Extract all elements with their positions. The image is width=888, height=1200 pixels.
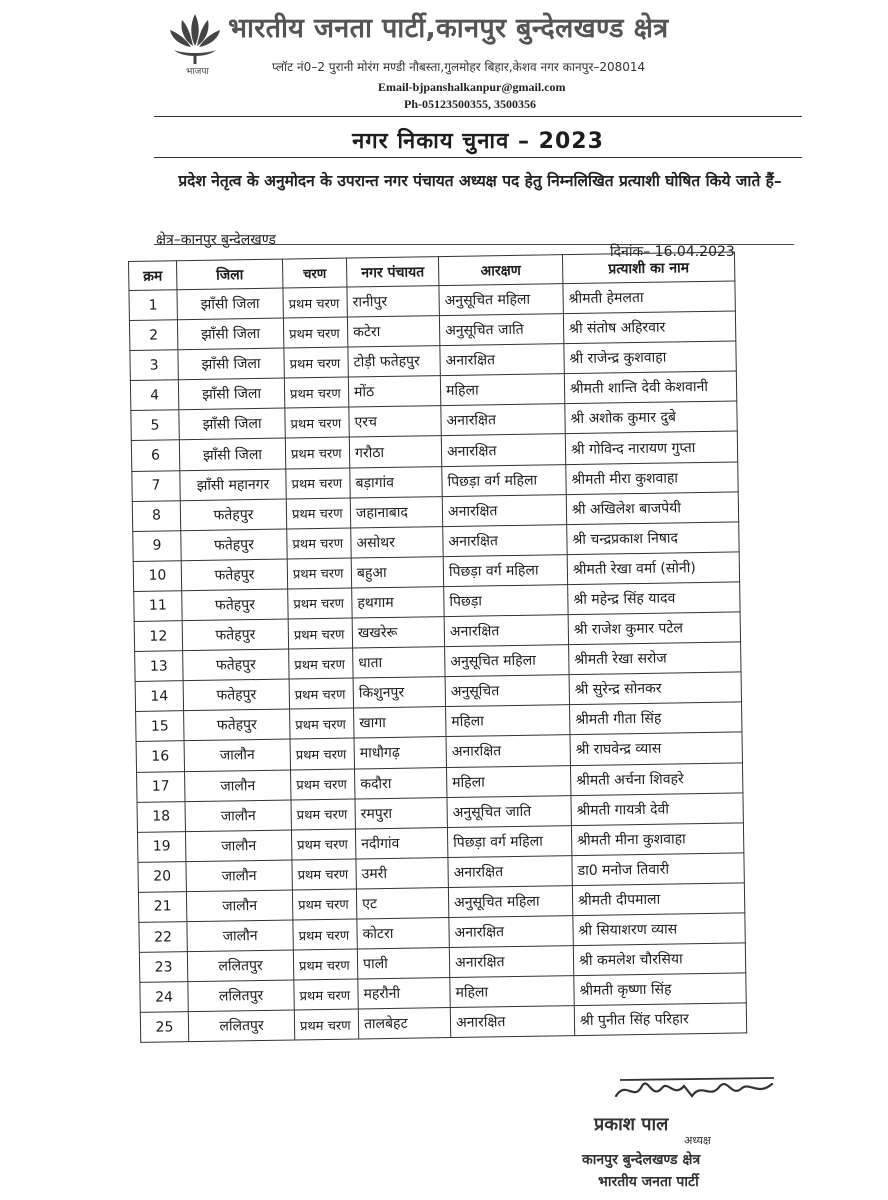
cell-reservation: अनुसूचित जाति — [439, 314, 563, 346]
cell-district: जालौन — [186, 860, 292, 892]
lotus-logo-icon — [164, 8, 226, 68]
cell-reservation: अनारक्षित — [440, 344, 564, 376]
cell-phase: प्रथम चरण — [287, 528, 351, 559]
cell-phase: प्रथम चरण — [292, 859, 356, 890]
cell-phase: प्रथम चरण — [292, 889, 356, 920]
cell-sno: 14 — [135, 681, 183, 712]
cell-sno: 10 — [133, 561, 181, 592]
page-heading: नगर निकाय चुनाव – 2023 — [352, 129, 604, 154]
cell-nagar-panchayat: कोटरा — [357, 918, 449, 950]
cell-candidate: श्रीमती दीपमाला — [572, 883, 744, 916]
cell-sno: 1 — [129, 290, 177, 321]
cell-reservation: अनारक्षित — [449, 946, 573, 978]
cell-nagar-panchayat: तालबेहट — [358, 1008, 450, 1040]
cell-nagar-panchayat: पाली — [357, 948, 449, 980]
cell-nagar-panchayat: रमपुरा — [355, 797, 447, 829]
cell-reservation: महिला — [446, 705, 570, 737]
cell-district: जालौन — [186, 890, 292, 922]
cell-district: फतेहपुर — [183, 649, 289, 681]
cell-nagar-panchayat: टोड़ी फतेहपुर — [348, 346, 440, 378]
cell-reservation: अनारक्षित — [449, 916, 573, 948]
cell-nagar-panchayat: खखरेरू — [352, 617, 444, 649]
cell-phase: प्रथम चरण — [294, 1009, 358, 1040]
cell-reservation: अनारक्षित — [442, 494, 566, 526]
cell-phase: प्रथम चरण — [294, 979, 358, 1010]
cell-reservation: पिछड़ा वर्ग महिला — [447, 825, 571, 857]
org-address: प्लॉट नं0–2 पुरानी मोरंग मण्डी नौबस्ता,गुलमोहर बिहार,केशव नगर कानपुर–208014 — [272, 60, 646, 74]
cell-nagar-panchayat: एरच — [349, 406, 441, 438]
cell-phase: प्रथम चरण — [291, 829, 355, 860]
cell-district: झाँसी जिला — [178, 378, 284, 410]
cell-district: जालौन — [185, 770, 291, 802]
region-label: क्षेत्र–कानपुर बुन्देलखण्ड — [156, 232, 276, 248]
cell-candidate: श्रीमती हेमलता — [563, 281, 735, 314]
cell-sno: 20 — [138, 861, 186, 892]
cell-candidate: श्री अखिलेश बाजपेयी — [566, 492, 738, 525]
cell-reservation: अनारक्षित — [450, 1006, 574, 1038]
signatory-party: भारतीय जनता पार्टी — [598, 1174, 699, 1190]
cell-nagar-panchayat: जहानाबाद — [350, 496, 442, 528]
cell-district: ललितपुर — [187, 950, 293, 982]
cell-district: झाँसी जिला — [179, 439, 285, 471]
cell-candidate: श्री संतोष अहिरवार — [563, 311, 735, 344]
cell-district: जालौन — [185, 800, 291, 832]
cell-nagar-panchayat: नदीगांव — [355, 827, 447, 859]
cell-candidate: श्री राजेन्द्र कुशवाहा — [564, 341, 736, 374]
cell-sno: 16 — [136, 741, 184, 772]
cell-sno: 19 — [137, 831, 185, 862]
cell-sno: 21 — [138, 892, 186, 923]
cell-reservation: महिला — [450, 976, 574, 1008]
cell-candidate: श्रीमती मीना कुशवाहा — [571, 823, 743, 856]
cell-district: झाँसी जिला — [178, 348, 284, 380]
cell-district: झाँसी जिला — [177, 288, 283, 320]
cell-candidate: श्रीमती रेखा सरोज — [569, 642, 741, 675]
cell-district: झाँसी जिला — [177, 318, 283, 350]
cell-candidate: श्री चन्द्रप्रकाश निषाद — [567, 522, 739, 555]
cell-nagar-panchayat: रानीपुर — [347, 286, 439, 318]
cell-nagar-panchayat: धाता — [353, 647, 445, 679]
header-reservation: आरक्षण — [438, 255, 562, 286]
cell-nagar-panchayat: कटेरा — [347, 316, 439, 348]
cell-district: फतेहपुर — [181, 529, 287, 561]
header-district: जिला — [177, 259, 283, 290]
cell-reservation: अनुसूचित — [445, 675, 569, 707]
cell-reservation: अनारक्षित — [443, 524, 567, 556]
cell-candidate: श्रीमती अर्चना शिवहरे — [570, 762, 742, 795]
cell-candidate: श्रीमती कृष्णा सिंह — [574, 973, 746, 1006]
cell-phase: प्रथम चरण — [288, 618, 352, 649]
cell-candidate: श्रीमती गीता सिंह — [570, 702, 742, 735]
cell-sno: 25 — [140, 1012, 188, 1043]
cell-nagar-panchayat: मोंठ — [348, 376, 440, 408]
cell-district: झाँसी जिला — [179, 408, 285, 440]
cell-phase: प्रथम चरण — [290, 738, 354, 769]
cell-sno: 6 — [131, 440, 179, 471]
cell-nagar-panchayat: गरौठा — [349, 436, 441, 468]
table-body — [129, 281, 747, 1043]
cell-reservation: महिला — [446, 765, 570, 797]
cell-phase: प्रथम चरण — [285, 407, 349, 438]
signatory-name: प्रकाश पाल — [594, 1114, 669, 1135]
cell-phase: प्रथम चरण — [284, 347, 348, 378]
cell-nagar-panchayat: बड़ागांव — [350, 466, 442, 498]
cell-phase: प्रथम चरण — [283, 317, 347, 348]
handwritten-signature — [612, 1072, 782, 1112]
cell-candidate: श्रीमती मीरा कुशवाहा — [566, 462, 738, 495]
cell-reservation: अनुसूचित महिला — [445, 645, 569, 677]
cell-reservation: अनारक्षित — [441, 404, 565, 436]
cell-phase: प्रथम चरण — [291, 769, 355, 800]
cell-reservation: पिछड़ा — [444, 585, 568, 617]
cell-reservation: महिला — [440, 374, 564, 406]
cell-nagar-panchayat: खागा — [354, 707, 446, 739]
intro-text: प्रदेश नेतृत्व के अनुमोदन के उपरान्त नगर पंचायत अध्यक्ष पद हेतु निम्नलिखित प्रत्याशी घोषित किये जाते हैं– — [178, 172, 782, 190]
cell-phase: प्रथम चरण — [284, 377, 348, 408]
cell-sno: 5 — [131, 410, 179, 441]
cell-phase: प्रथम चरण — [293, 919, 357, 950]
cell-candidate: श्री सुरेन्द्र सोनकर — [569, 672, 741, 705]
org-email: Email-bjpanshalkanpur@gmail.com — [378, 80, 566, 94]
cell-district: फतेहपुर — [181, 559, 287, 591]
cell-reservation: अनुसूचित महिला — [439, 284, 563, 316]
cell-sno: 22 — [139, 922, 187, 953]
cell-phase: प्रथम चरण — [288, 588, 352, 619]
cell-candidate: डा0 मनोज तिवारी — [572, 853, 744, 886]
cell-reservation: अनारक्षित — [441, 434, 565, 466]
cell-nagar-panchayat: कदौरा — [354, 767, 446, 799]
cell-nagar-panchayat: हथगाम — [352, 587, 444, 619]
cell-sno: 23 — [139, 952, 187, 983]
logo-caption: भाजपा — [186, 67, 209, 77]
cell-phase: प्रथम चरण — [287, 558, 351, 589]
cell-sno: 18 — [137, 801, 185, 832]
cell-sno: 15 — [136, 711, 184, 742]
cell-reservation: पिछड़ा वर्ग महिला — [442, 464, 566, 496]
cell-candidate: श्री कमलेश चौरसिया — [573, 943, 745, 976]
cell-sno: 9 — [133, 530, 181, 561]
header-candidate: प्रत्याशी का नाम — [562, 252, 734, 284]
cell-candidate: श्री पुनीत सिंह परिहार — [574, 1003, 746, 1036]
cell-candidate: श्रीमती शान्ति देवी केशवानी — [564, 371, 736, 404]
cell-phase: प्रथम चरण — [285, 438, 349, 469]
cell-phase: प्रथम चरण — [289, 648, 353, 679]
cell-district: फतेहपुर — [182, 589, 288, 621]
cell-nagar-panchayat: किशुनपुर — [353, 677, 445, 709]
cell-district: झाँसी महानगर — [180, 469, 286, 501]
cell-candidate: श्री महेन्द्र सिंह यादव — [568, 582, 740, 615]
cell-sno: 2 — [129, 320, 177, 351]
cell-district: फतेहपुर — [182, 619, 288, 651]
cell-reservation: अनुसूचित जाति — [447, 795, 571, 827]
cell-reservation: पिछड़ा वर्ग महिला — [443, 554, 567, 586]
cell-district: जालौन — [184, 739, 290, 771]
cell-nagar-panchayat: एट — [356, 887, 448, 919]
cell-nagar-panchayat: बहुआ — [351, 556, 443, 588]
cell-reservation: अनारक्षित — [446, 735, 570, 767]
header-sno: क्रम — [129, 261, 177, 291]
signatory-region: कानपुर बुन्देलखण्ड क्षेत्र — [582, 1152, 701, 1168]
cell-phase: प्रथम चरण — [290, 708, 354, 739]
cell-sno: 4 — [130, 380, 178, 411]
cell-district: फतेहपुर — [180, 499, 286, 531]
cell-nagar-panchayat: उमरी — [356, 857, 448, 889]
cell-district: ललितपुर — [188, 1010, 294, 1042]
heading-box — [154, 116, 802, 158]
cell-district: जालौन — [185, 830, 291, 862]
cell-reservation: अनुसूचित महिला — [448, 885, 572, 917]
cell-district: फतेहपुर — [183, 679, 289, 711]
cell-nagar-panchayat: माधौगढ़ — [354, 737, 446, 769]
candidates-table — [128, 251, 747, 1043]
header-phase: चरण — [282, 258, 346, 288]
cell-candidate: श्रीमती गायत्री देवी — [571, 793, 743, 826]
cell-phase: प्रथम चरण — [293, 949, 357, 980]
cell-sno: 24 — [140, 982, 188, 1013]
cell-sno: 3 — [130, 350, 178, 381]
cell-sno: 11 — [134, 591, 182, 622]
cell-phase: प्रथम चरण — [289, 678, 353, 709]
cell-candidate: श्री राघवेन्द्र व्यास — [570, 732, 742, 765]
date-label: दिनांक– 16.04.2023 — [610, 244, 735, 260]
cell-phase: प्रथम चरण — [286, 468, 350, 499]
cell-phase: प्रथम चरण — [291, 799, 355, 830]
cell-district: जालौन — [187, 920, 293, 952]
cell-sno: 7 — [132, 470, 180, 501]
cell-reservation: अनारक्षित — [448, 855, 572, 887]
cell-sno: 13 — [135, 651, 183, 682]
cell-candidate: श्री अशोक कुमार दुबे — [565, 401, 737, 434]
cell-sno: 8 — [132, 500, 180, 531]
cell-sno: 17 — [137, 771, 185, 802]
cell-phase: प्रथम चरण — [286, 498, 350, 529]
signatory-role: अध्यक्ष — [684, 1134, 711, 1147]
cell-district: ललितपुर — [188, 980, 294, 1012]
cell-candidate: श्री गोविन्द नारायण गुप्ता — [565, 431, 737, 464]
cell-candidate: श्रीमती रेखा वर्मा (सोनी) — [567, 552, 739, 585]
cell-nagar-panchayat: महरौनी — [358, 978, 450, 1010]
cell-sno: 12 — [134, 621, 182, 652]
cell-candidate: श्री सियाशरण व्यास — [573, 913, 745, 946]
cell-nagar-panchayat: असोथर — [351, 526, 443, 558]
cell-candidate: श्री राजेश कुमार पटेल — [568, 612, 740, 645]
header-nagar-panchayat: नगर पंचायत — [346, 257, 438, 287]
cell-reservation: अनारक्षित — [444, 615, 568, 647]
org-phone: Ph-05123500355, 3500356 — [404, 97, 536, 111]
cell-district: फतेहपुर — [184, 709, 290, 741]
org-title: भारतीय जनता पार्टी,कानपुर बुन्देलखण्ड क्षेत्र — [228, 13, 669, 44]
cell-phase: प्रथम चरण — [283, 287, 347, 318]
